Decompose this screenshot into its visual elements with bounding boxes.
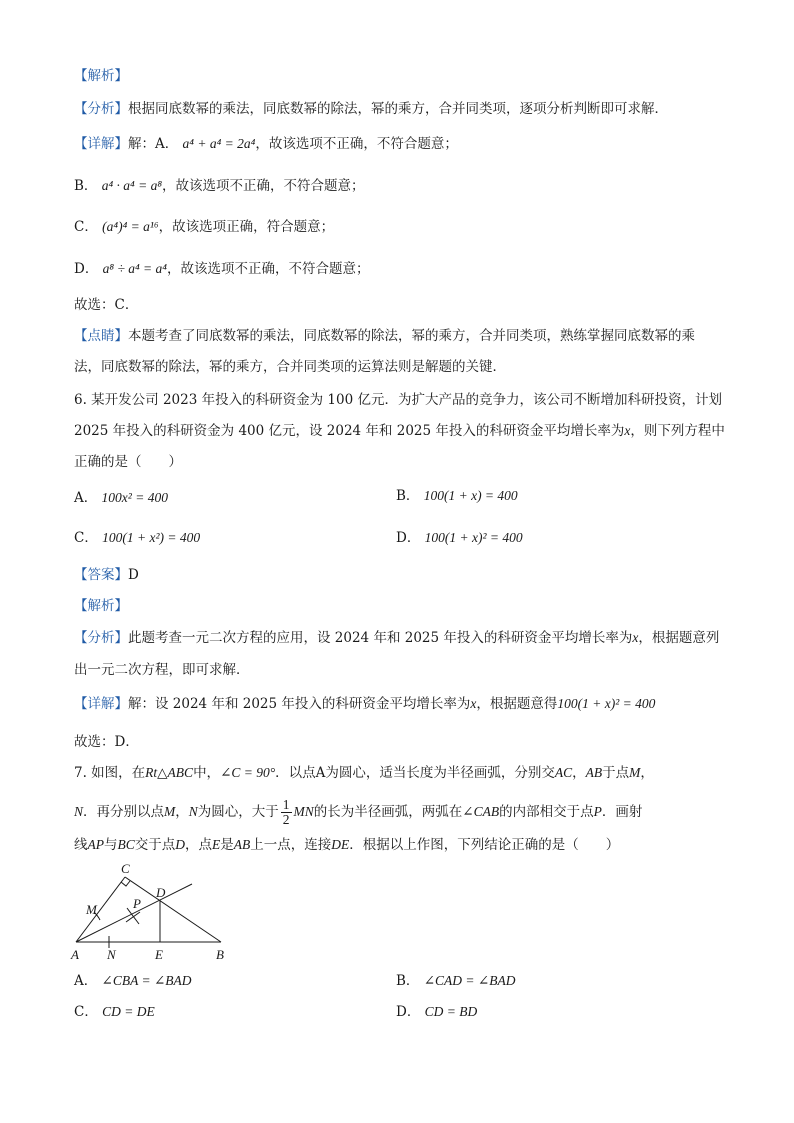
option-b-label: B． [74,178,98,194]
option-a-verdict: ，故该选项不正确，不符合题意； [255,136,458,152]
q7-point-m: M [629,765,641,780]
q6-option-b[interactable] [396,486,518,506]
q7-option-d[interactable] [396,1002,477,1022]
detail-2-line [74,694,655,714]
detail-2-text: 解：设 2024 年和 2025 年投入的科研资金平均增长率为 [128,696,471,712]
q7-text: ．以点A为圆心，适当长度为半径画弧，分别交 [275,765,555,781]
analysis-tag: 【分析】 [74,101,128,117]
q6-option-d-label: D． [396,530,421,546]
option-d-label: D． [74,261,99,277]
answer-tag: 【答案】 [74,567,128,583]
analysis-2-variable: x [632,630,639,645]
q7-option-a[interactable] [74,971,192,991]
q7-text: 上一点，连接 [250,837,332,853]
label-a: A [71,947,79,962]
q7-text: 是 [220,837,234,853]
remark-line-2: 法，同底数幂的除法，幂的乘方，合并同类项的运算法则是解题的关键． [74,359,506,375]
q6-stem-line-3: 正确的是（ ） [74,454,182,470]
q7-text: 为圆心，大于 [197,804,279,820]
label-d: D [156,885,166,900]
right-angle-mark [121,881,130,886]
q6-option-b-expression: 100(1 + x) = 400 [423,488,518,503]
q6-option-d[interactable] [396,528,523,548]
q6-stem-line-2 [74,421,725,441]
analysis-2-text-end: ，根据题意列 [638,630,720,646]
q7-segment-de: DE [331,837,350,852]
q7-option-b-expression: ∠CAD = ∠BAD [423,973,516,988]
q7-text: 的内部相交于点 [499,804,594,820]
option-b-line [74,176,365,196]
label-b: B [216,947,224,962]
q6-option-d-expression: 100(1 + x)² = 400 [424,530,523,545]
q6-option-c[interactable] [74,528,200,548]
q7-point-p: P [593,804,602,819]
label-m: M [86,902,97,917]
q7-option-a-expression: ∠CBA = ∠BAD [101,973,192,988]
q7-point-n: N [188,804,198,819]
q7-stem-line-3 [74,835,619,855]
q7-half-fraction [281,798,292,827]
option-c-line [74,217,334,237]
analysis-paragraph [74,99,668,119]
remark-text-1: 本题考查了同底数幂的乘法，同底数幂的除法，幂的乘方，合并同类项，熟练掌握同底数幂的乘 [128,328,695,344]
q6-option-c-expression: 100(1 + x²) = 400 [102,530,201,545]
q7-text: ．再分别以点 [83,804,165,820]
q7-option-d-label: D． [396,1004,421,1020]
q7-triangle: Rt△ABC [145,765,194,780]
q6-option-a-label: A． [74,490,98,506]
answer-line-2: 故选：D． [74,734,139,750]
detail-tag: 【详解】 [74,136,128,152]
fraction-numerator: 1 [282,797,290,812]
label-e: E [155,947,163,962]
q7-stem-line-1 [74,763,654,783]
q7-option-d-expression: CD = BD [424,1004,478,1019]
detail-paragraph [74,134,458,154]
option-b-verdict: ，故该选项不正确，不符合题意； [162,178,365,194]
q7-geometry-figure [66,856,236,968]
q6-option-b-label: B． [396,488,420,504]
answer-line-1: 故选：C． [74,297,139,313]
q7-segment-bc: BC [117,837,135,852]
q6-option-a[interactable] [74,488,168,508]
q7-text: ．画射 [601,804,643,820]
remark-line-1 [74,326,695,346]
label-n: N [107,947,116,962]
q7-option-c-expression: CD = DE [102,1004,155,1019]
q7-option-a-label: A． [74,973,98,989]
option-a-expression: a⁴ + a⁴ = 2a⁴ [182,136,256,151]
q6-option-a-expression: 100x² = 400 [101,490,168,505]
q7-segment-ab: AB [585,765,603,780]
q7-text: 7. 如图，在 [74,765,146,781]
answer-value: D [128,567,139,583]
q7-text: 交于点 [134,837,176,853]
q7-point-e: E [212,837,221,852]
detail-2-tag: 【详解】 [74,696,128,712]
detail-prefix: 解：A． [128,136,179,152]
detail-2-variable: x [470,696,477,711]
analysis-2-line-2: 出一元二次方程，即可求解． [74,662,250,678]
q7-text: ， [175,804,189,820]
q7-segment-mn: MN [293,804,314,819]
q7-option-c-label: C． [74,1004,98,1020]
q7-text: 线 [74,837,88,853]
q6-stem-line-1: 6. 某开发公司 2023 年投入的科研资金为 100 亿元．为扩大产品的竞争力，该公司不断增加科研投资，计划 [74,392,722,408]
option-d-expression: a⁸ ÷ a⁴ = a⁴ [102,261,167,276]
label-p: P [133,896,141,911]
q6-variable: x [624,423,631,438]
q7-option-b[interactable] [396,971,515,991]
option-c-verdict: ，故该选项正确，符合题意； [158,219,335,235]
q7-text: ， [640,765,654,781]
q7-segment-ab: AB [233,837,251,852]
q7-option-c[interactable] [74,1002,155,1022]
q7-point-m: M [164,804,176,819]
option-c-expression: (a⁴)⁴ = a¹⁶ [102,219,159,234]
q7-text: ，点 [185,837,213,853]
jiexi-heading: 【解析】 [74,68,128,84]
analysis-text: 根据同底数幂的乘法，同底数幂的除法，幂的乘方，合并同类项，逐项分析判断即可求解． [128,101,668,117]
q7-angle-cab: ∠CAB [462,804,500,819]
q6-stem-text: 2025 年投入的科研资金为 400 亿元，设 2024 年和 2025 年投入的科研资金平均增长率为 [74,423,625,439]
q7-angle: ∠C = 90° [220,765,276,780]
label-c: C [121,861,130,876]
q6-option-c-label: C． [74,530,98,546]
q7-text: 的长为半径画弧，两弧在 [313,804,463,820]
q7-point-d: D [175,837,186,852]
option-b-expression: a⁴ · a⁴ = a⁸ [101,178,163,193]
q6-stem-text-end: ，则下列方程中 [630,423,725,439]
q7-option-b-label: B． [396,973,420,989]
q7-ray-ap: AP [87,837,104,852]
option-d-line [74,259,369,279]
detail-2-text-mid: ，根据题意得 [476,696,558,712]
detail-2-equation: 100(1 + x)² = 400 [557,696,656,711]
q7-text: 中， [193,765,221,781]
q7-stem-line-2 [74,798,642,827]
answer-key-line [74,565,139,585]
option-d-verdict: ，故该选项不正确，不符合题意； [166,261,370,277]
q7-text: 与 [104,837,118,853]
segment-ac [76,877,125,942]
remark-tag: 【点睛】 [74,328,128,344]
q7-text: 于点 [602,765,630,781]
analysis-2-line-1 [74,628,719,648]
fraction-denominator: 2 [282,812,290,827]
q7-text: ， [572,765,586,781]
q7-segment-ac: AC [554,765,573,780]
analysis-2-tag: 【分析】 [74,630,128,646]
q7-text: ．根据以上作图，下列结论正确的是（ ） [349,837,620,853]
analysis-2-text: 此题考查一元二次方程的应用，设 2024 年和 2025 年投入的科研资金平均增长率为 [128,630,633,646]
option-c-label: C． [74,219,98,235]
jiexi-heading-2: 【解析】 [74,598,128,614]
q7-point-n: N [74,804,84,819]
